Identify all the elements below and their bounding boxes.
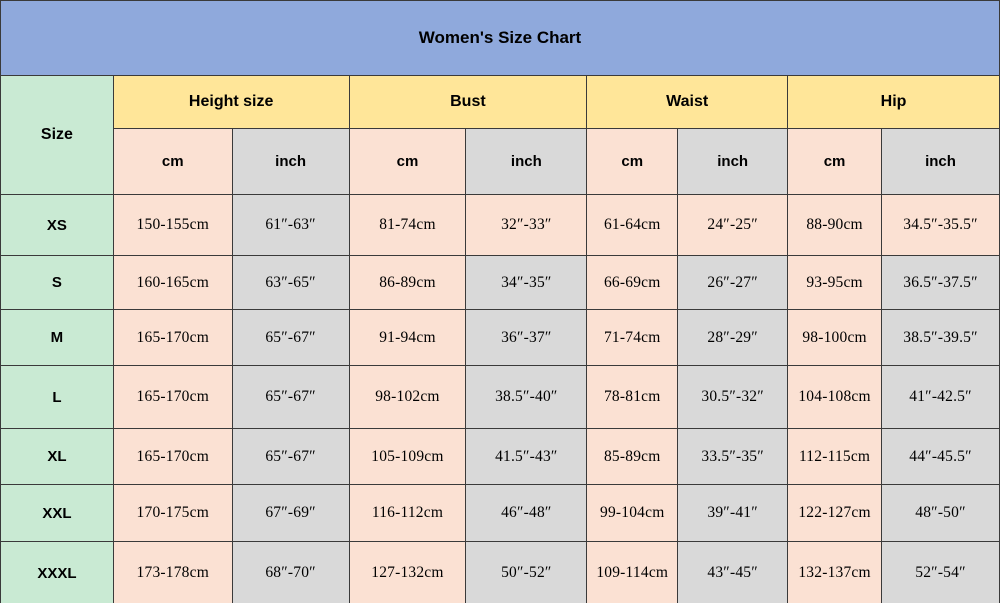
unit-header-height-inch: inch [232,129,349,195]
table-row [1,310,1000,366]
waist-inch-cell: 28″-29″ [678,310,788,366]
bust-inch-cell: 36″-37″ [466,310,587,366]
height-inch-cell: 68″-70″ [232,542,349,603]
waist-cm-cell: 61-64cm [587,195,678,256]
height-cm-cell: 173-178cm [113,542,232,603]
hip-inch-cell: 52″-54″ [882,542,1000,603]
bust-cm-cell: 105-109cm [349,429,466,485]
waist-cm-cell: 66-69cm [587,256,678,310]
size-label: XL [1,429,114,485]
height-cm-cell: 160-165cm [113,256,232,310]
size-label: S [1,256,114,310]
size-label: L [1,366,114,429]
group-header-row [1,76,1000,129]
group-header-waist: Waist [587,76,788,129]
chart-title: Women's Size Chart [0,0,1000,76]
waist-cm-cell: 71-74cm [587,310,678,366]
table-row [1,256,1000,310]
hip-inch-cell: 34.5″-35.5″ [882,195,1000,256]
height-inch-cell: 65″-67″ [232,310,349,366]
hip-cm-cell: 104-108cm [788,366,882,429]
hip-inch-cell: 44″-45.5″ [882,429,1000,485]
hip-cm-cell: 98-100cm [788,310,882,366]
waist-inch-cell: 24″-25″ [678,195,788,256]
unit-header-waist-cm: cm [587,129,678,195]
height-cm-cell: 170-175cm [113,485,232,542]
hip-cm-cell: 122-127cm [788,485,882,542]
table-row [1,542,1000,603]
height-inch-cell: 65″-67″ [232,366,349,429]
group-header-hip: Hip [788,76,1000,129]
bust-cm-cell: 86-89cm [349,256,466,310]
waist-inch-cell: 26″-27″ [678,256,788,310]
waist-inch-cell: 43″-45″ [678,542,788,603]
size-column-header: Size [1,76,114,195]
bust-inch-cell: 46″-48″ [466,485,587,542]
size-label: XXL [1,485,114,542]
waist-inch-cell: 39″-41″ [678,485,788,542]
bust-cm-cell: 81-74cm [349,195,466,256]
bust-cm-cell: 127-132cm [349,542,466,603]
height-cm-cell: 165-170cm [113,366,232,429]
hip-inch-cell: 36.5″-37.5″ [882,256,1000,310]
bust-inch-cell: 50″-52″ [466,542,587,603]
bust-inch-cell: 38.5″-40″ [466,366,587,429]
unit-header-hip-inch: inch [882,129,1000,195]
bust-cm-cell: 98-102cm [349,366,466,429]
waist-cm-cell: 109-114cm [587,542,678,603]
bust-inch-cell: 34″-35″ [466,256,587,310]
hip-cm-cell: 88-90cm [788,195,882,256]
height-cm-cell: 150-155cm [113,195,232,256]
size-label: M [1,310,114,366]
hip-cm-cell: 93-95cm [788,256,882,310]
unit-header-bust-inch: inch [466,129,587,195]
hip-inch-cell: 41″-42.5″ [882,366,1000,429]
size-label: XXXL [1,542,114,603]
table-row [1,195,1000,256]
waist-inch-cell: 33.5″-35″ [678,429,788,485]
height-cm-cell: 165-170cm [113,310,232,366]
unit-header-bust-cm: cm [349,129,466,195]
hip-inch-cell: 48″-50″ [882,485,1000,542]
bust-cm-cell: 91-94cm [349,310,466,366]
group-header-bust: Bust [349,76,587,129]
unit-header-hip-cm: cm [788,129,882,195]
hip-inch-cell: 38.5″-39.5″ [882,310,1000,366]
height-inch-cell: 67″-69″ [232,485,349,542]
group-header-height: Height size [113,76,349,129]
height-cm-cell: 165-170cm [113,429,232,485]
waist-cm-cell: 99-104cm [587,485,678,542]
bust-inch-cell: 41.5″-43″ [466,429,587,485]
table-row [1,366,1000,429]
hip-cm-cell: 132-137cm [788,542,882,603]
bust-cm-cell: 116-112cm [349,485,466,542]
table-row [1,485,1000,542]
waist-cm-cell: 85-89cm [587,429,678,485]
hip-cm-cell: 112-115cm [788,429,882,485]
waist-cm-cell: 78-81cm [587,366,678,429]
height-inch-cell: 61″-63″ [232,195,349,256]
size-label: XS [1,195,114,256]
unit-header-height-cm: cm [113,129,232,195]
size-table [0,75,1000,603]
waist-inch-cell: 30.5″-32″ [678,366,788,429]
height-inch-cell: 63″-65″ [232,256,349,310]
table-row [1,429,1000,485]
unit-header-waist-inch: inch [678,129,788,195]
height-inch-cell: 65″-67″ [232,429,349,485]
bust-inch-cell: 32″-33″ [466,195,587,256]
unit-header-row [1,129,1000,195]
